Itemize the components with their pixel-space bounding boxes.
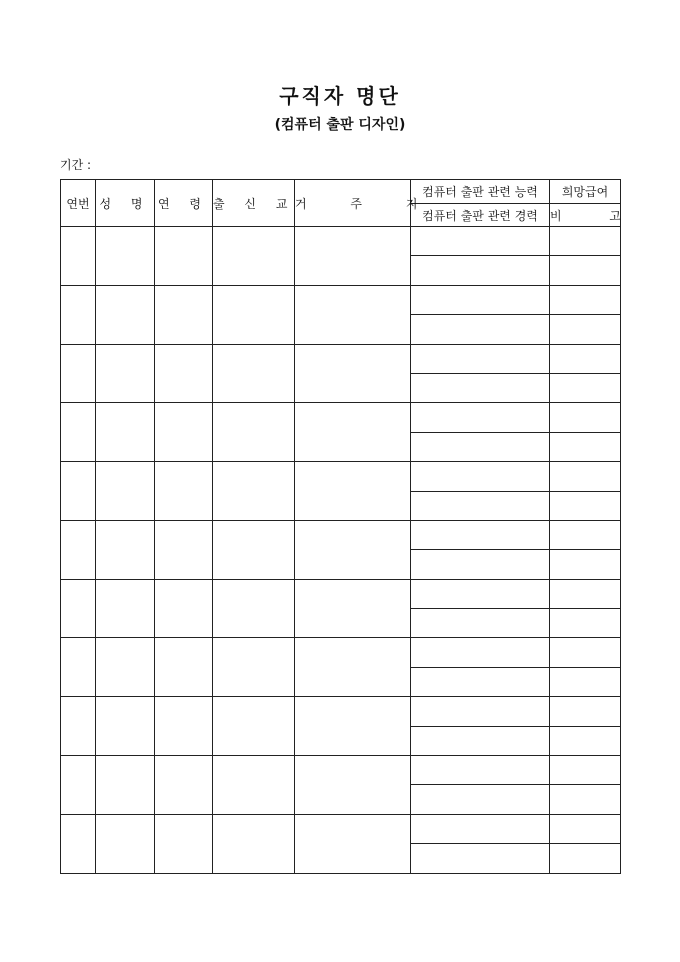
header-name: 성 명 — [96, 180, 155, 227]
remarks-cell — [550, 373, 621, 402]
address-cell — [295, 520, 411, 579]
name-cell — [96, 403, 155, 462]
table-row — [61, 638, 621, 667]
address-cell — [295, 579, 411, 638]
salary-cell — [550, 227, 621, 256]
ability-cell — [411, 579, 550, 608]
experience-cell — [411, 550, 550, 579]
age-cell — [155, 638, 213, 697]
name-cell — [96, 814, 155, 873]
header-ability: 컴퓨터 출판 관련 능력 — [411, 180, 550, 204]
name-cell — [96, 285, 155, 344]
header-age: 연 령 — [155, 180, 213, 227]
salary-cell — [550, 462, 621, 491]
name-cell — [96, 697, 155, 756]
ability-cell — [411, 227, 550, 256]
salary-cell — [550, 638, 621, 667]
address-cell — [295, 344, 411, 403]
salary-cell — [550, 403, 621, 432]
no-cell — [61, 227, 96, 286]
period-label: 기간 : — [60, 158, 92, 172]
ability-cell — [411, 344, 550, 373]
header-address: 거 주 지 — [295, 180, 411, 227]
no-cell — [61, 344, 96, 403]
age-cell — [155, 403, 213, 462]
experience-cell — [411, 315, 550, 344]
ability-cell — [411, 756, 550, 785]
salary-cell — [550, 814, 621, 843]
table-body — [61, 227, 621, 874]
school-cell — [213, 403, 295, 462]
name-cell — [96, 462, 155, 521]
salary-cell — [550, 697, 621, 726]
experience-cell — [411, 256, 550, 285]
header-row-1 — [61, 180, 621, 204]
school-cell — [213, 579, 295, 638]
no-cell — [61, 579, 96, 638]
header-no: 연번 — [61, 180, 96, 227]
school-cell — [213, 814, 295, 873]
table-row — [61, 285, 621, 314]
school-cell — [213, 697, 295, 756]
experience-cell — [411, 373, 550, 402]
remarks-cell — [550, 667, 621, 696]
no-cell — [61, 285, 96, 344]
remarks-cell — [550, 256, 621, 285]
remarks-cell — [550, 609, 621, 638]
experience-cell — [411, 667, 550, 696]
name-cell — [96, 520, 155, 579]
name-cell — [96, 344, 155, 403]
no-cell — [61, 756, 96, 815]
table-row — [61, 403, 621, 432]
remarks-cell — [550, 432, 621, 461]
table-row — [61, 520, 621, 549]
address-cell — [295, 756, 411, 815]
ability-cell — [411, 462, 550, 491]
address-cell — [295, 227, 411, 286]
salary-cell — [550, 579, 621, 608]
age-cell — [155, 227, 213, 286]
name-cell — [96, 638, 155, 697]
address-cell — [295, 462, 411, 521]
table-row — [61, 579, 621, 608]
ability-cell — [411, 638, 550, 667]
no-cell — [61, 814, 96, 873]
no-cell — [61, 638, 96, 697]
table-row — [61, 814, 621, 843]
age-cell — [155, 520, 213, 579]
age-cell — [155, 756, 213, 815]
ability-cell — [411, 403, 550, 432]
remarks-cell — [550, 726, 621, 755]
age-cell — [155, 579, 213, 638]
header-remarks: 비 고 — [550, 204, 621, 227]
experience-cell — [411, 609, 550, 638]
age-cell — [155, 462, 213, 521]
remarks-cell — [550, 491, 621, 520]
table-row — [61, 462, 621, 491]
age-cell — [155, 344, 213, 403]
school-cell — [213, 638, 295, 697]
salary-cell — [550, 520, 621, 549]
address-cell — [295, 814, 411, 873]
experience-cell — [411, 785, 550, 814]
remarks-cell — [550, 844, 621, 873]
table-row — [61, 227, 621, 256]
header-school: 출 신 교 — [213, 180, 295, 227]
page-title: 구직자 명단 — [279, 84, 401, 108]
age-cell — [155, 697, 213, 756]
ability-cell — [411, 697, 550, 726]
address-cell — [295, 403, 411, 462]
salary-cell — [550, 756, 621, 785]
experience-cell — [411, 844, 550, 873]
no-cell — [61, 520, 96, 579]
no-cell — [61, 697, 96, 756]
experience-cell — [411, 491, 550, 520]
school-cell — [213, 462, 295, 521]
remarks-cell — [550, 785, 621, 814]
ability-cell — [411, 814, 550, 843]
no-cell — [61, 462, 96, 521]
header-experience: 컴퓨터 출판 관련 경력 — [411, 204, 550, 227]
address-cell — [295, 285, 411, 344]
salary-cell — [550, 285, 621, 314]
name-cell — [96, 756, 155, 815]
applicant-table — [60, 179, 643, 874]
age-cell — [155, 285, 213, 344]
page-subtitle: (컴퓨터 출판 디자인) — [274, 117, 406, 133]
ability-cell — [411, 285, 550, 314]
school-cell — [213, 285, 295, 344]
age-cell — [155, 814, 213, 873]
table-row — [61, 697, 621, 726]
experience-cell — [411, 432, 550, 461]
no-cell — [61, 403, 96, 462]
table-row — [61, 344, 621, 373]
school-cell — [213, 227, 295, 286]
experience-cell — [411, 726, 550, 755]
remarks-cell — [550, 550, 621, 579]
ability-cell — [411, 520, 550, 549]
address-cell — [295, 638, 411, 697]
school-cell — [213, 520, 295, 579]
school-cell — [213, 344, 295, 403]
remarks-cell — [550, 315, 621, 344]
name-cell — [96, 579, 155, 638]
address-cell — [295, 697, 411, 756]
header-salary: 희망급여 — [550, 180, 621, 204]
salary-cell — [550, 344, 621, 373]
school-cell — [213, 756, 295, 815]
name-cell — [96, 227, 155, 286]
table-row — [61, 756, 621, 785]
